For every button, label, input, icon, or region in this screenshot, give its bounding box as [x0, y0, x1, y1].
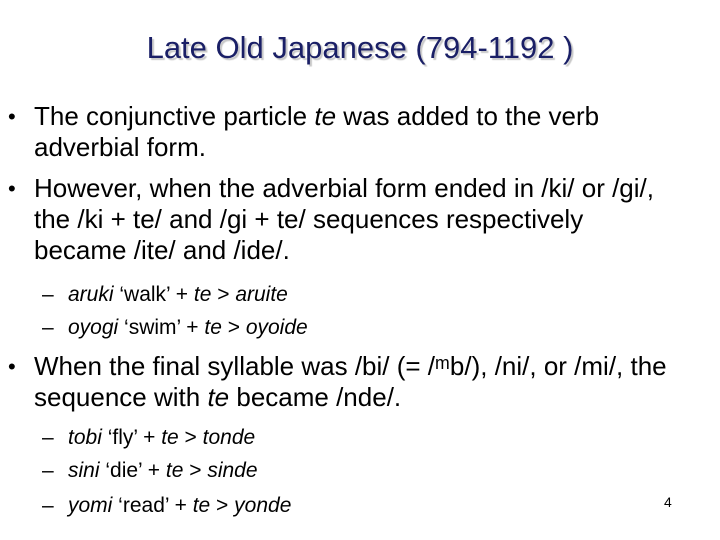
example-particle: te [165, 459, 184, 482]
bullet-text [34, 351, 718, 413]
bullet-line: adverbial form. [34, 132, 206, 162]
sub-bullet-marker: – [42, 459, 54, 482]
sub-bullet-marker: – [42, 426, 54, 449]
example-gloss: ‘die’ + [99, 459, 166, 482]
example-result: sinde [207, 459, 258, 482]
page-number: 4 [664, 494, 672, 510]
example-result: tonde [202, 426, 256, 449]
example-word: tobi [68, 426, 102, 449]
example-text [68, 457, 258, 485]
example-particle: te [192, 494, 211, 517]
bullet-marker: • [8, 104, 16, 129]
example-text [68, 314, 308, 342]
bullet-line [34, 382, 718, 413]
example-text [68, 424, 255, 452]
text-run: sequence with [34, 382, 208, 412]
example-gloss: ‘read’ + [112, 494, 193, 517]
bullet-line: When the final syllable was /bi/ (= /ᵐb/), /ni/, or /mi/, the [34, 351, 667, 381]
italic-term: te [314, 101, 337, 131]
example-particle: te [204, 316, 222, 339]
example-word: yomi [68, 494, 113, 517]
example-arrow: > [178, 426, 203, 449]
bullet-line [34, 101, 718, 132]
example-word: oyogi [68, 316, 119, 339]
bullet-line: However, when the adverbial form ended in /ki/ or /gi/, [34, 173, 654, 203]
example-arrow: > [210, 494, 235, 517]
example-result: yonde [234, 494, 292, 517]
text-run: became /nde/. [229, 382, 402, 412]
bullet-marker: • [8, 354, 16, 379]
example-arrow: > [221, 316, 246, 339]
example-gloss: ‘swim’ + [118, 316, 205, 339]
example-word: aruki [68, 283, 114, 306]
bullet-text [34, 101, 718, 163]
example-result: oyoide [245, 316, 308, 339]
sub-bullet-marker: – [42, 494, 54, 517]
italic-term: te [207, 382, 230, 412]
sub-bullet-marker: – [42, 283, 54, 306]
example-particle: te [193, 283, 212, 306]
slide-title: Late Old Japanese (794-1192 ) [146, 30, 574, 65]
example-result: aruite [235, 283, 288, 306]
bullet-line: became /ite/ and /ide/. [34, 235, 290, 265]
example-arrow: > [211, 283, 236, 306]
example-arrow: > [183, 459, 208, 482]
text-run: The conjunctive particle [34, 101, 315, 131]
example-text [68, 281, 288, 309]
bullet-text [34, 173, 718, 266]
text-run: was added to the verb [336, 101, 600, 131]
bullet-line: the /ki + te/ and /gi + te/ sequences respectively [34, 204, 584, 234]
example-particle: te [161, 426, 179, 449]
example-text [68, 492, 291, 520]
sub-bullet-marker: – [42, 316, 54, 339]
example-word: sini [68, 459, 100, 482]
example-gloss: ‘walk’ + [113, 283, 194, 306]
bullet-marker: • [8, 176, 16, 201]
example-gloss: ‘fly’ + [101, 426, 162, 449]
